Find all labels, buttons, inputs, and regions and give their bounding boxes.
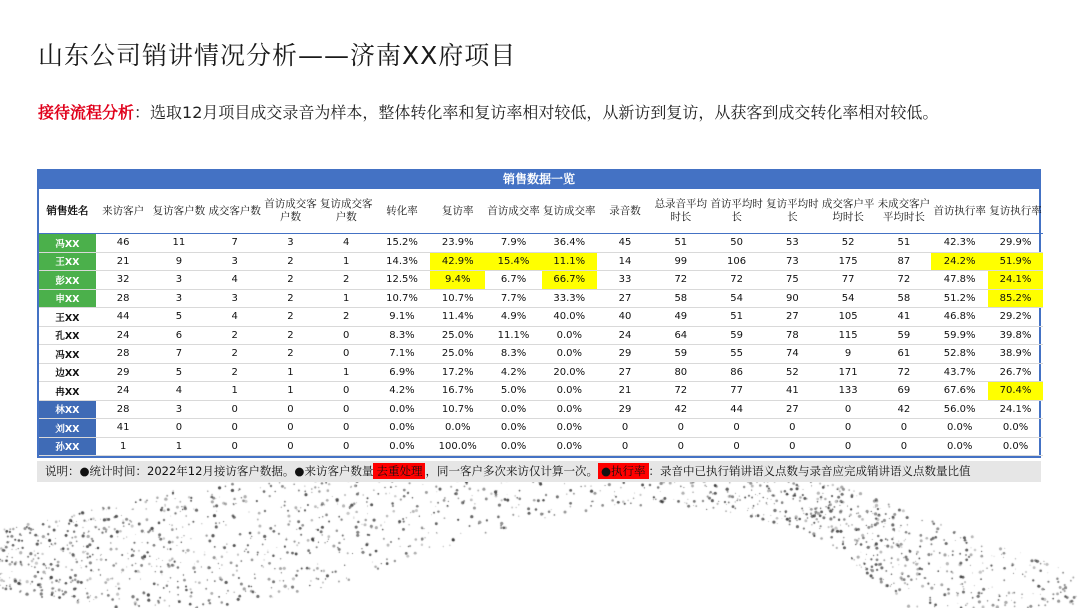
table-cell: 55 [708,345,765,364]
table-cell: 0 [877,437,932,456]
table-cell: 17.2% [430,363,485,382]
salesperson-name: 冉XX [39,382,96,401]
table-cell: 115 [820,326,877,345]
page-title: 山东公司销讲情况分析——济南XX府项目 [38,41,517,70]
table-cell: 2 [262,345,319,364]
table-cell: 64 [653,326,708,345]
table-cell: 0.0% [542,345,597,364]
column-header: 复访率 [430,189,485,234]
table-cell: 6.9% [374,363,431,382]
table-cell: 44 [708,400,765,419]
table-cell: 51 [653,234,708,253]
table-cell: 2 [262,326,319,345]
table-cell: 4.2% [374,382,431,401]
table-cell: 52 [820,234,877,253]
table-cell: 28 [96,289,151,308]
table-cell: 67.6% [931,382,988,401]
table-cell: 15.4% [485,252,542,271]
table-row [39,308,1043,327]
table-cell: 0 [708,419,765,438]
table-cell: 2 [207,326,262,345]
table-cell: 25.0% [430,345,485,364]
column-header: 首访成交率 [485,189,542,234]
table-row [39,437,1043,456]
table-cell: 45 [597,234,654,253]
table-cell: 0.0% [374,437,431,456]
table-cell: 0 [820,400,877,419]
table-cell: 2 [262,289,319,308]
table-cell: 4 [151,382,208,401]
table-cell: 7.1% [374,345,431,364]
table-cell: 99 [653,252,708,271]
table-cell: 29 [597,345,654,364]
table-cell: 42 [653,400,708,419]
column-header: 转化率 [374,189,431,234]
table-cell: 1 [207,382,262,401]
salesperson-name: 彭XX [39,271,96,290]
table-cell: 0.0% [931,437,988,456]
table-cell: 8.3% [374,326,431,345]
table-cell: 0 [262,437,319,456]
table-cell: 11.1% [542,252,597,271]
table-cell: 0.0% [542,400,597,419]
table-row [39,363,1043,382]
table-cell: 0.0% [542,437,597,456]
table-cell: 0.0% [988,437,1043,456]
column-header: 首访成交客户数 [262,189,319,234]
table-cell: 0.0% [542,382,597,401]
table-cell: 0.0% [485,437,542,456]
table-cell: 0 [319,382,374,401]
sales-table-panel [37,169,1041,458]
table-cell: 0 [765,437,820,456]
table-cell: 51.2% [931,289,988,308]
table-cell: 0.0% [374,419,431,438]
table-cell: 1 [319,289,374,308]
footnote-highlight-exec-rate: ●执行率 [598,463,649,479]
table-cell: 0 [151,419,208,438]
salesperson-name: 冯XX [39,345,96,364]
column-header: 首访执行率 [931,189,988,234]
table-cell: 33.3% [542,289,597,308]
table-cell: 0 [319,419,374,438]
table-cell: 15.2% [374,234,431,253]
table-cell: 51.9% [988,252,1043,271]
salesperson-name: 王XX [39,252,96,271]
table-cell: 5 [151,308,208,327]
table-cell: 9.1% [374,308,431,327]
column-header: 复访执行率 [988,189,1043,234]
table-cell: 36.4% [542,234,597,253]
table-cell: 0 [262,400,319,419]
table-cell: 3 [151,400,208,419]
table-cell: 80 [653,363,708,382]
table-cell: 175 [820,252,877,271]
table-cell: 27 [597,289,654,308]
table-row [39,252,1043,271]
table-cell: 6 [151,326,208,345]
table-cell: 1 [151,437,208,456]
table-cell: 0 [597,437,654,456]
table-row [39,345,1043,364]
table-cell: 24.1% [988,400,1043,419]
table-cell: 24 [597,326,654,345]
table-header-row [39,189,1043,234]
table-cell: 85.2% [988,289,1043,308]
table-cell: 73 [765,252,820,271]
table-cell: 171 [820,363,877,382]
table-cell: 100.0% [430,437,485,456]
table-cell: 24 [96,382,151,401]
subtitle-label: 接待流程分析 [38,103,135,122]
column-header: 复访成交率 [542,189,597,234]
column-header: 复访平均时长 [765,189,820,234]
table-cell: 0 [820,419,877,438]
table-cell: 42.9% [430,252,485,271]
table-cell: 86 [708,363,765,382]
table-cell: 40 [597,308,654,327]
table-cell: 133 [820,382,877,401]
table-cell: 54 [708,289,765,308]
table-cell: 59 [877,326,932,345]
table-cell: 1 [262,382,319,401]
table-cell: 0 [319,326,374,345]
table-cell: 51 [877,234,932,253]
table-row [39,234,1043,253]
salesperson-name: 孔XX [39,326,96,345]
footnote-highlight-dedupe: 去重处理 [373,463,425,479]
salesperson-name: 孙XX [39,437,96,456]
table-cell: 0.0% [430,419,485,438]
table-cell: 2 [262,271,319,290]
table-cell: 43.7% [931,363,988,382]
table-cell: 29.2% [988,308,1043,327]
table-cell: 59 [653,345,708,364]
table-cell: 1 [262,363,319,382]
table-cell: 11 [151,234,208,253]
salesperson-name: 申XX [39,289,96,308]
subtitle [38,100,938,123]
table-row [39,289,1043,308]
table-cell: 47.8% [931,271,988,290]
column-header: 销售姓名 [39,189,96,234]
table-cell: 0 [207,400,262,419]
table-cell: 4 [319,234,374,253]
table-cell: 42.3% [931,234,988,253]
table-cell: 72 [877,363,932,382]
table-cell: 46.8% [931,308,988,327]
table-cell: 7.7% [485,289,542,308]
column-header: 总录音平均时长 [653,189,708,234]
footnote-part-2: ，同一客户多次来访仅计算一次。 [425,464,598,478]
table-cell: 38.9% [988,345,1043,364]
table-cell: 10.7% [374,289,431,308]
column-header: 成交客户平均时长 [820,189,877,234]
table-cell: 7.9% [485,234,542,253]
table-cell: 0 [207,419,262,438]
table-cell: 2 [207,345,262,364]
table-cell: 0 [319,400,374,419]
table-cell: 6.7% [485,271,542,290]
footnote-part-1: 说明：●统计时间：2022年12月接访客户数据。●来访客户数量 [45,464,374,478]
table-cell: 2 [262,252,319,271]
table-cell: 58 [877,289,932,308]
table-cell: 78 [765,326,820,345]
table-cell: 2 [319,308,374,327]
table-cell: 69 [877,382,932,401]
table-cell: 3 [262,234,319,253]
table-cell: 24.1% [988,271,1043,290]
table-cell: 77 [820,271,877,290]
table-cell: 24 [96,326,151,345]
table-cell: 4 [207,271,262,290]
table-cell: 0.0% [931,419,988,438]
column-header: 首访平均时长 [708,189,765,234]
table-cell: 9 [820,345,877,364]
table-cell: 41 [765,382,820,401]
table-cell: 53 [765,234,820,253]
table-cell: 39.8% [988,326,1043,345]
table-row [39,271,1043,290]
table-cell: 56.0% [931,400,988,419]
table-cell: 72 [653,271,708,290]
table-cell: 50 [708,234,765,253]
table-cell: 0 [597,419,654,438]
table-cell: 7 [207,234,262,253]
table-cell: 0.0% [542,326,597,345]
salesperson-name: 王XX [39,308,96,327]
salesperson-name: 刘XX [39,419,96,438]
salesperson-name: 林XX [39,400,96,419]
table-cell: 4.2% [485,363,542,382]
footnote-part-3: ：录音中已执行销讲语义点数与录音应完成销讲语义点数量比值 [648,464,971,478]
table-cell: 52 [765,363,820,382]
table-cell: 0 [765,419,820,438]
table-cell: 27 [765,400,820,419]
table-cell: 41 [877,308,932,327]
table-cell: 70.4% [988,382,1043,401]
table-cell: 0 [319,345,374,364]
column-header: 复访客户数 [151,189,208,234]
table-cell: 0.0% [374,400,431,419]
table-cell: 59.9% [931,326,988,345]
table-cell: 28 [96,345,151,364]
table-cell: 12.5% [374,271,431,290]
table-cell: 10.7% [430,289,485,308]
column-header: 未成交客户平均时长 [877,189,932,234]
table-cell: 29.9% [988,234,1043,253]
table-cell: 41 [96,419,151,438]
table-cell: 29 [597,400,654,419]
table-cell: 49 [653,308,708,327]
table-row [39,326,1043,345]
table-row [39,400,1043,419]
table-cell: 61 [877,345,932,364]
table-cell: 9 [151,252,208,271]
table-cell: 2 [319,271,374,290]
table-row [39,382,1043,401]
column-header: 录音数 [597,189,654,234]
table-cell: 0.0% [988,419,1043,438]
table-cell: 21 [597,382,654,401]
table-cell: 28 [96,400,151,419]
table-cell: 0 [319,437,374,456]
table-cell: 0.0% [485,419,542,438]
table-cell: 90 [765,289,820,308]
table-cell: 0 [877,419,932,438]
table-cell: 3 [151,271,208,290]
footnote [37,461,1041,482]
table-cell: 87 [877,252,932,271]
column-header: 复访成交客户数 [319,189,374,234]
table-cell: 1 [319,252,374,271]
table-cell: 2 [207,363,262,382]
table-cell: 1 [96,437,151,456]
table-cell: 59 [708,326,765,345]
column-header: 来访客户 [96,189,151,234]
table-cell: 16.7% [430,382,485,401]
table-cell: 20.0% [542,363,597,382]
table-cell: 14.3% [374,252,431,271]
sales-data-table [39,189,1043,456]
table-cell: 3 [151,289,208,308]
table-cell: 0 [653,419,708,438]
table-cell: 10.7% [430,400,485,419]
table-cell: 72 [653,382,708,401]
table-cell: 14 [597,252,654,271]
table-cell: 46 [96,234,151,253]
column-header: 成交客户数 [207,189,262,234]
table-row [39,419,1043,438]
table-cell: 11.4% [430,308,485,327]
table-cell: 11.1% [485,326,542,345]
table-cell: 3 [207,252,262,271]
table-cell: 0 [653,437,708,456]
table-cell: 26.7% [988,363,1043,382]
table-cell: 2 [262,308,319,327]
table-cell: 24.2% [931,252,988,271]
table-cell: 0 [207,437,262,456]
salesperson-name: 冯XX [39,234,96,253]
table-cell: 0.0% [485,400,542,419]
table-cell: 33 [597,271,654,290]
table-cell: 27 [597,363,654,382]
table-cell: 3 [207,289,262,308]
table-cell: 21 [96,252,151,271]
table-cell: 5 [151,363,208,382]
table-cell: 25.0% [430,326,485,345]
table-cell: 52.8% [931,345,988,364]
table-cell: 0 [262,419,319,438]
salesperson-name: 边XX [39,363,96,382]
table-cell: 66.7% [542,271,597,290]
table-cell: 4.9% [485,308,542,327]
table-cell: 8.3% [485,345,542,364]
table-cell: 106 [708,252,765,271]
table-cell: 51 [708,308,765,327]
table-cell: 44 [96,308,151,327]
table-cell: 74 [765,345,820,364]
table-cell: 0 [708,437,765,456]
table-title: 销售数据一览 [37,169,1041,189]
table-cell: 0 [820,437,877,456]
table-cell: 5.0% [485,382,542,401]
table-cell: 1 [319,363,374,382]
table-cell: 58 [653,289,708,308]
table-cell: 72 [877,271,932,290]
table-cell: 9.4% [430,271,485,290]
table-cell: 40.0% [542,308,597,327]
table-cell: 42 [877,400,932,419]
table-cell: 29 [96,363,151,382]
table-cell: 27 [765,308,820,327]
table-cell: 0.0% [542,419,597,438]
table-cell: 7 [151,345,208,364]
table-cell: 32 [96,271,151,290]
table-cell: 72 [708,271,765,290]
subtitle-text: ：选取12月项目成交录音为样本，整体转化率和复访率相对较低，从新访到复访，从获客到成交转化率相对较低。 [134,103,939,122]
table-cell: 4 [207,308,262,327]
table-cell: 105 [820,308,877,327]
table-cell: 75 [765,271,820,290]
table-cell: 23.9% [430,234,485,253]
table-cell: 77 [708,382,765,401]
table-cell: 54 [820,289,877,308]
